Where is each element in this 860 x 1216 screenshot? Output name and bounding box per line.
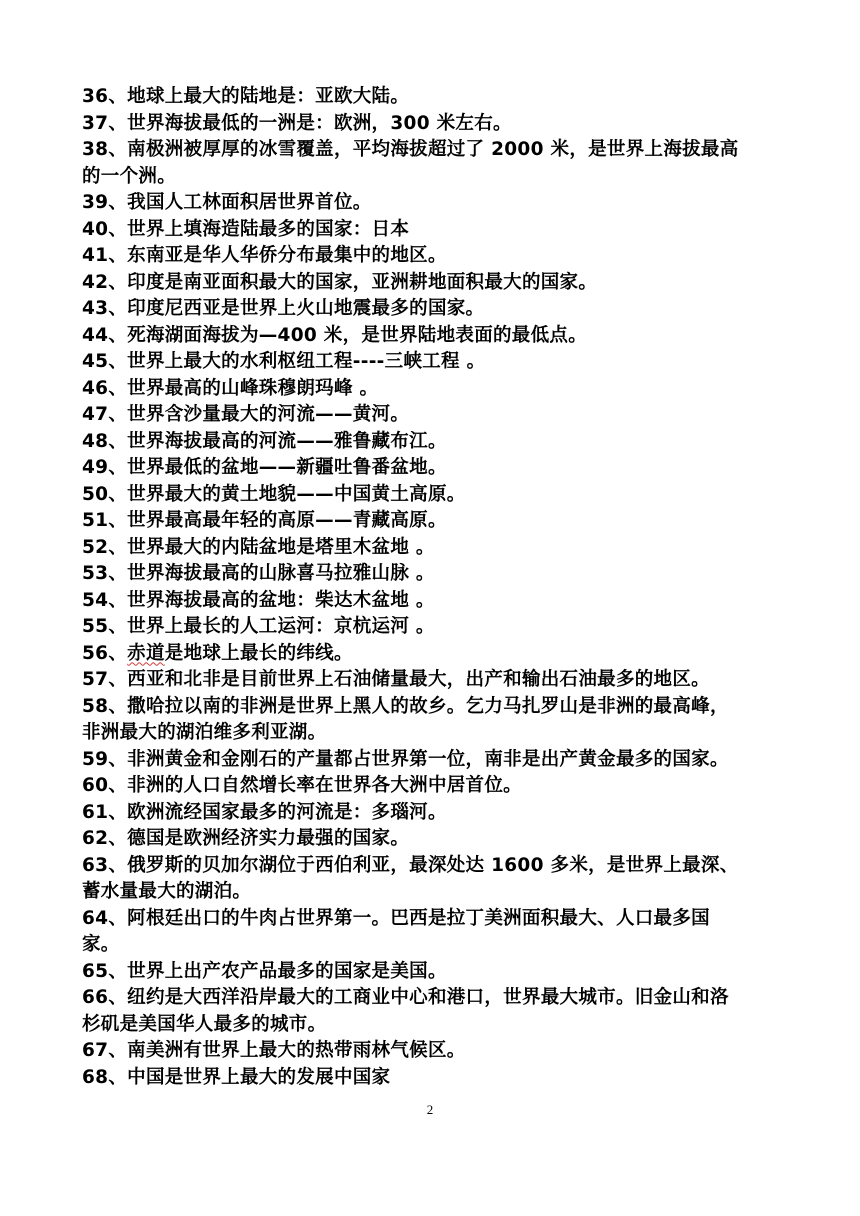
text-line-51: 51、世界最高最年轻的高原——青藏高原。 <box>82 510 447 531</box>
text-line-56 <box>82 641 782 668</box>
document-body <box>82 84 782 1091</box>
text-line-54: 54、世界海拔最高的盆地：柴达木盆地 。 <box>82 589 435 611</box>
text-line-59: 59、非洲黄金和金刚石的产量都占世界第一位，南非是出产黄金最多的国家。 <box>82 748 729 770</box>
text-line-64: 64、阿根廷出口的牛肉占世界第一。巴西是拉丁美洲面积最大、人口最多国 <box>82 907 710 929</box>
line-56-prefix: 56、 <box>82 642 128 664</box>
text-line-58: 58、撒哈拉以南的非洲是世界上黑人的故乡。乞力马扎罗山是非洲的最高峰， <box>82 695 729 717</box>
text-line-38-continued: 的一个洲。 <box>82 165 177 187</box>
text-line-65: 65、世界上出产农产品最多的国家是美国。 <box>82 960 447 982</box>
text-line-49: 49、世界最低的盆地——新疆吐鲁番盆地。 <box>82 457 447 478</box>
text-line-58-continued: 非洲最大的湖泊维多利亚湖。 <box>82 722 327 743</box>
text-line-44: 44、死海湖面海拔为—400 米，是世界陆地表面的最低点。 <box>82 324 588 346</box>
text-line-68: 68、中国是世界上最大的发展中国家 <box>82 1066 391 1088</box>
line-56-rest: 是地球上最长的纬线。 <box>164 642 353 664</box>
text-line-48: 48、世界海拔最高的河流——雅鲁藏布江。 <box>82 430 447 452</box>
text-line-63-continued: 蓄水量最大的湖泊。 <box>82 881 252 902</box>
text-line-57: 57、西亚和北非是目前世界上石油储量最大，出产和输出石油最多的地区。 <box>82 669 710 690</box>
text-line-37: 37、世界海拔最低的一洲是：欧洲，300 米左右。 <box>82 112 512 134</box>
text-line-62: 62、德国是欧洲经济实力最强的国家。 <box>82 828 410 849</box>
text-line-66: 66、纽约是大西洋沿岸最大的工商业中心和港口，世界最大城市。旧金山和洛 <box>82 987 729 1008</box>
text-line-38: 38、南极洲被厚厚的冰雪覆盖，平均海拔超过了 2000 米，是世界上海拔最高 <box>82 139 739 160</box>
text-line-39: 39、我国人工林面积居世界首位。 <box>82 192 372 213</box>
text-line-36: 36、地球上最大的陆地是：亚欧大陆。 <box>82 86 410 107</box>
text-line-60: 60、非洲的人口自然增长率在世界各大洲中居首位。 <box>82 775 522 796</box>
text-line-41: 41、东南亚是华人华侨分布最集中的地区。 <box>82 245 447 266</box>
text-line-67: 67、南美洲有世界上最大的热带雨林气候区。 <box>82 1040 466 1061</box>
text-line-50: 50、世界最大的黄土地貌——中国黄土高原。 <box>82 483 466 505</box>
text-line-61: 61、欧洲流经国家最多的河流是：多瑙河。 <box>82 801 447 823</box>
page-number: 2 <box>426 1102 434 1117</box>
text-line-66-continued: 杉矶是美国华人最多的城市。 <box>82 1013 327 1035</box>
text-line-45: 45、世界上最大的水利枢纽工程----三峡工程 。 <box>82 351 486 372</box>
text-line-43: 43、印度尼西亚是世界上火山地震最多的国家。 <box>82 298 485 319</box>
text-line-55: 55、世界上最长的人工运河：京杭运河 。 <box>82 616 435 637</box>
text-line-63: 63、俄罗斯的贝加尔湖位于西伯利亚，最深处达 1600 多米，是世界上最深、 <box>82 854 739 876</box>
text-line-47: 47、世界含沙量最大的河流——黄河。 <box>82 404 410 425</box>
text-line-46: 46、世界最高的山峰珠穆朗玛峰 。 <box>82 377 379 399</box>
text-line-40: 40、世界上填海造陆最多的国家：日本 <box>82 218 410 240</box>
text-line-53: 53、世界海拔最高的山脉喜马拉雅山脉 。 <box>82 563 435 584</box>
spellcheck-marked-word: 赤道 <box>127 642 165 664</box>
text-line-42: 42、印度是南亚面积最大的国家，亚洲耕地面积最大的国家。 <box>82 271 598 293</box>
text-line-64-continued: 家。 <box>82 934 120 955</box>
text-line-52: 52、世界最大的内陆盆地是塔里木盆地 。 <box>82 536 435 558</box>
